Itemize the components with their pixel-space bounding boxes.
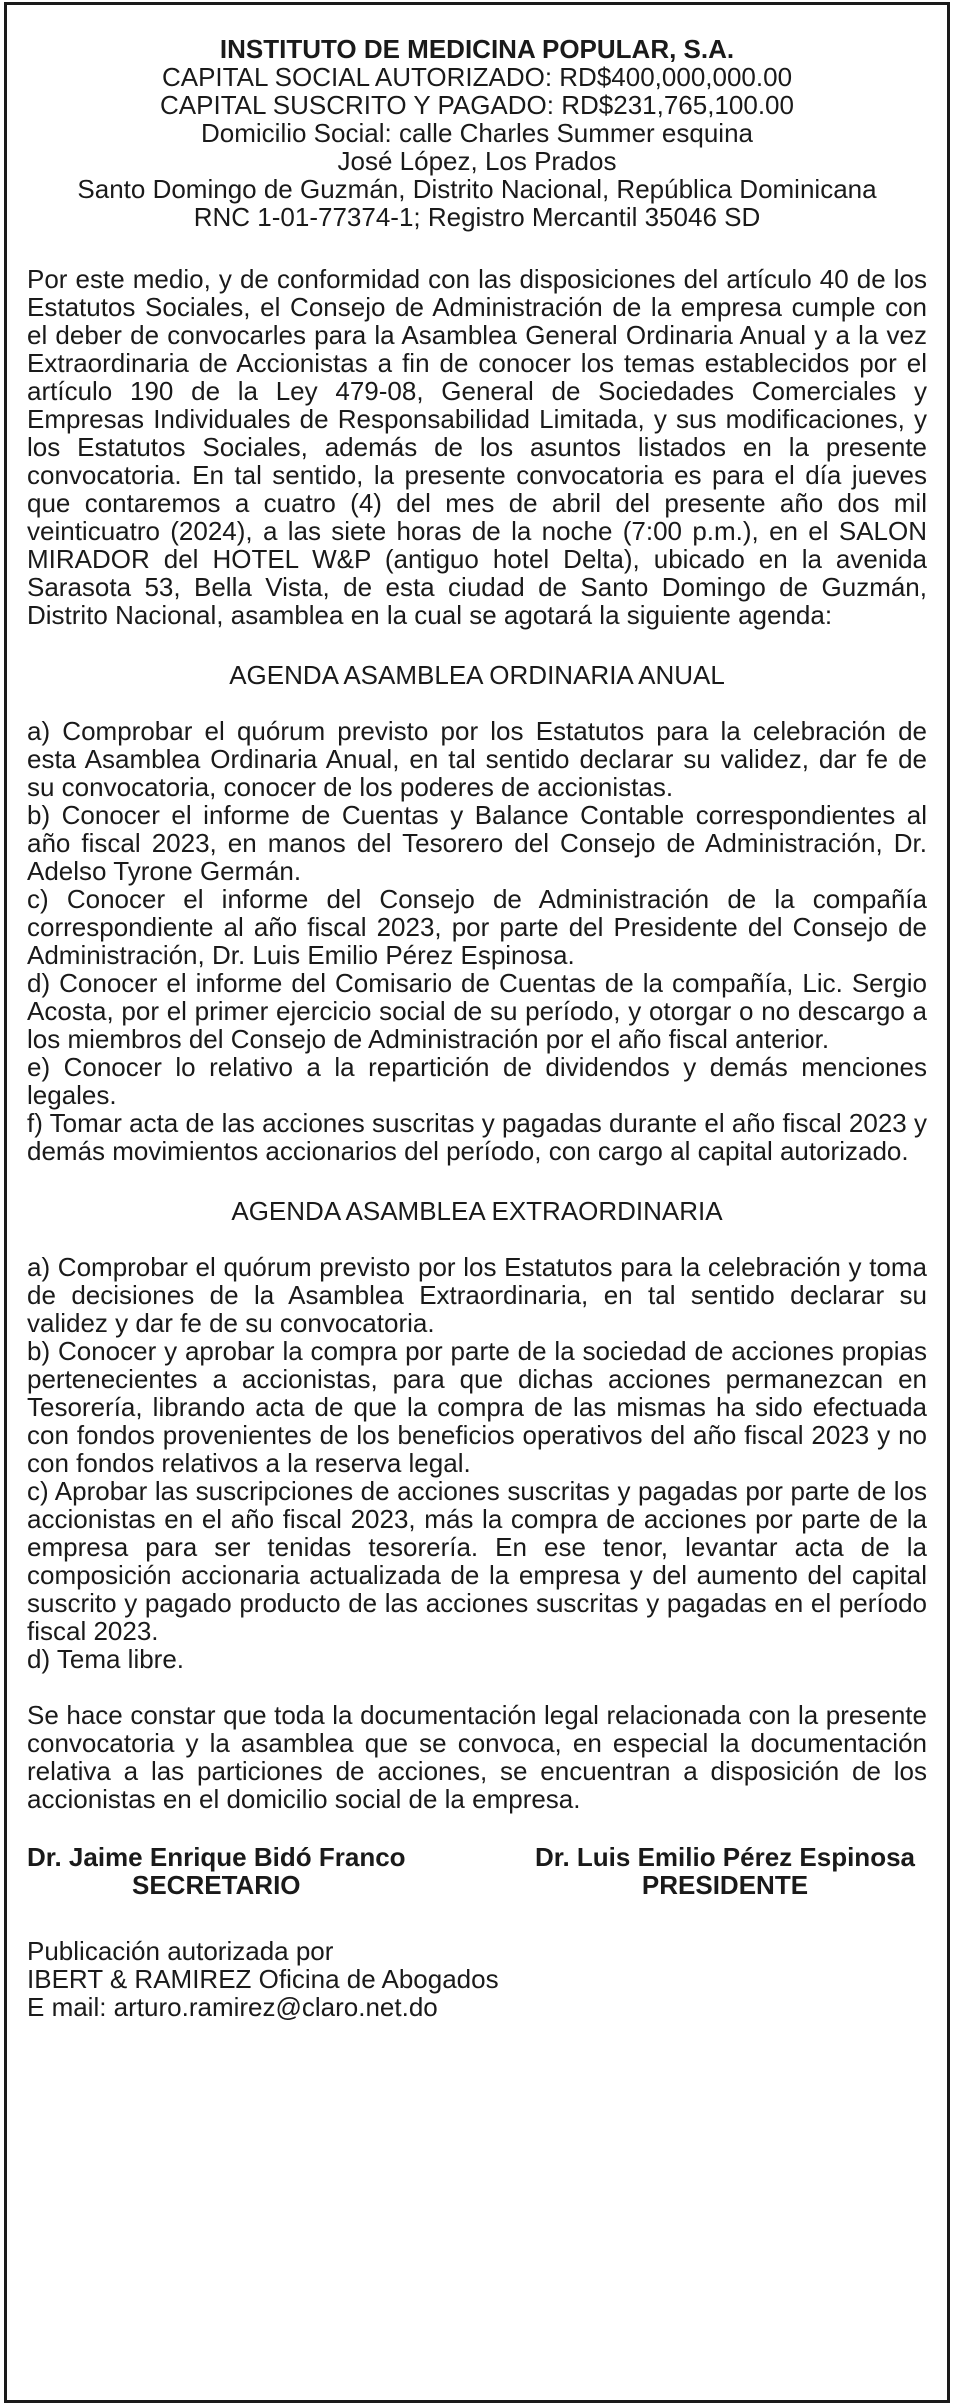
- ordinary-item-f: f) Tomar acta de las acciones suscritas y pagadas durante el año fiscal 2023 y demás movimientos accionarios del período, con cargo al capital autorizado.: [27, 1108, 927, 1166]
- extraordinary-item-c: c) Aprobar las suscripciones de acciones suscritas y pagadas por parte de los accionistas en el año fiscal 2023, más la compra de acciones por parte de la empresa para ser tenidas tesorería. En ese tenor, levantar acta de la composición accionaria actualizada de la empresa y del aumento del capital suscrito y pagado producto de las acciones suscritas y pagadas en el período fiscal 2023.: [27, 1476, 927, 1646]
- ordinary-item-d: d) Conocer el informe del Comisario de Cuentas de la compañía, Lic. Sergio Acosta, por el primer ejercicio social de su período, y otorgar o no descargo a los miembros del Consejo de Administración por el año fiscal anterior.: [27, 968, 927, 1054]
- secretary-role: SECRETARIO: [132, 1870, 301, 1900]
- ordinary-agenda-list: [27, 717, 927, 1165]
- address-line-1: Domicilio Social: calle Charles Summer esquina: [201, 118, 753, 148]
- rnc-registry: RNC 1-01-77374-1; Registro Mercantil 35046 SD: [193, 202, 761, 232]
- extraordinary-item-d: d) Tema libre.: [27, 1644, 185, 1674]
- footer-authorized: Publicación autorizada por: [27, 1936, 334, 1966]
- company-name: INSTITUTO DE MEDICINA POPULAR, S.A.: [219, 34, 735, 64]
- extraordinary-agenda-list: [27, 1253, 927, 1673]
- publication-footer: [27, 1937, 927, 2021]
- secretary-name: Dr. Jaime Enrique Bidó Franco: [27, 1842, 406, 1872]
- extraordinary-item-a: a) Comprobar el quórum previsto por los Estatutos para la celebración y toma de decisiones de la Asamblea Extraordinaria, en tal sentido declarar su validez y dar fe de su convocatoria.: [27, 1252, 927, 1338]
- closing-paragraph: Se hace constar que toda la documentación legal relacionada con la presente convocatoria y la asamblea que se convoca, en especial la documentación relativa a las particiones de acciones, se encuentran a disposición de los accionistas en el domicilio social de la empresa.: [27, 1700, 927, 1814]
- signature-block: [27, 1843, 927, 1899]
- notice-frame: [4, 2, 950, 2403]
- president-role: PRESIDENTE: [641, 1870, 809, 1900]
- ordinary-item-c: c) Conocer el informe del Consejo de Administración de la compañía correspondiente al año fiscal 2023, por parte del Presidente del Consejo de Administración, Dr. Luis Emilio Pérez Espinosa.: [27, 884, 927, 970]
- footer-law-firm: IBERT & RAMIREZ Oficina de Abogados: [27, 1964, 499, 1994]
- ordinary-item-b: b) Conocer el informe de Cuentas y Balance Contable correspondientes al año fiscal 2023, en manos del Tesorero del Consejo de Administración, Dr. Adelso Tyrone Germán.: [27, 800, 927, 886]
- address-line-2: José López, Los Prados: [337, 146, 617, 176]
- ordinary-item-e: e) Conocer lo relativo a la repartición de dividendos y demás menciones legales.: [27, 1052, 927, 1110]
- address-line-3: Santo Domingo de Guzmán, Distrito Nacional, República Dominicana: [77, 174, 877, 204]
- signature-president: [535, 1843, 915, 1899]
- capital-subscribed: CAPITAL SUSCRITO Y PAGADO: RD$231,765,100.00: [160, 90, 794, 120]
- ordinary-agenda-title: AGENDA ASAMBLEA ORDINARIA ANUAL: [229, 660, 725, 690]
- president-name: Dr. Luis Emilio Pérez Espinosa: [534, 1842, 915, 1872]
- ordinary-item-a: a) Comprobar el quórum previsto por los Estatutos para la celebración de esta Asamblea Ordinaria Anual, en tal sentido declarar su validez, dar fe de su convocatoria, conocer de los poderes de accionistas.: [27, 716, 927, 802]
- extraordinary-agenda-title: AGENDA ASAMBLEA EXTRAORDINARIA: [231, 1196, 723, 1226]
- signature-secretary: [27, 1843, 406, 1899]
- intro-paragraph: Por este medio, y de conformidad con las disposiciones del artículo 40 de los Estatutos Sociales, el Consejo de Administración de la empresa cumple con el deber de convocarles para la Asamblea General Ordinaria Anual y a la vez Extraordinaria de Accionistas a fin de conocer los temas establecidos por el artículo 190 de la Ley 479-08, General de Sociedades Comerciales y Empresas Individuales de Responsabilidad Limitada, y sus modificaciones, y los Estatutos Sociales, además de los asuntos listados en la presente convocatoria. En tal sentido, la presente convocatoria es para el día jueves que contaremos a cuatro (4) del mes de abril del presente año dos mil veinticuatro (2024), a las siete horas de la noche (7:00 p.m.), en el SALON MIRADOR del HOTEL W&P (antiguo hotel Delta), ubicado en la avenida Sarasota 53, Bella Vista, de esta ciudad de Santo Domingo de Guzmán, Distrito Nacional, asamblea en la cual se agotará la siguiente agenda:: [27, 264, 927, 630]
- capital-authorized: CAPITAL SOCIAL AUTORIZADO: RD$400,000,000.00: [161, 62, 793, 92]
- footer-email: E mail: arturo.ramirez@claro.net.do: [27, 1992, 438, 2022]
- extraordinary-item-b: b) Conocer y aprobar la compra por parte de la sociedad de acciones propias pertenecientes a accionistas, para que dichas acciones permanezcan en Tesorería, librando acta de que la compra de las mismas ha sido efectuada con fondos provenientes de los beneficios operativos del año fiscal 2023 y no con fondos relativos a la reserva legal.: [27, 1336, 927, 1478]
- header: [27, 35, 927, 231]
